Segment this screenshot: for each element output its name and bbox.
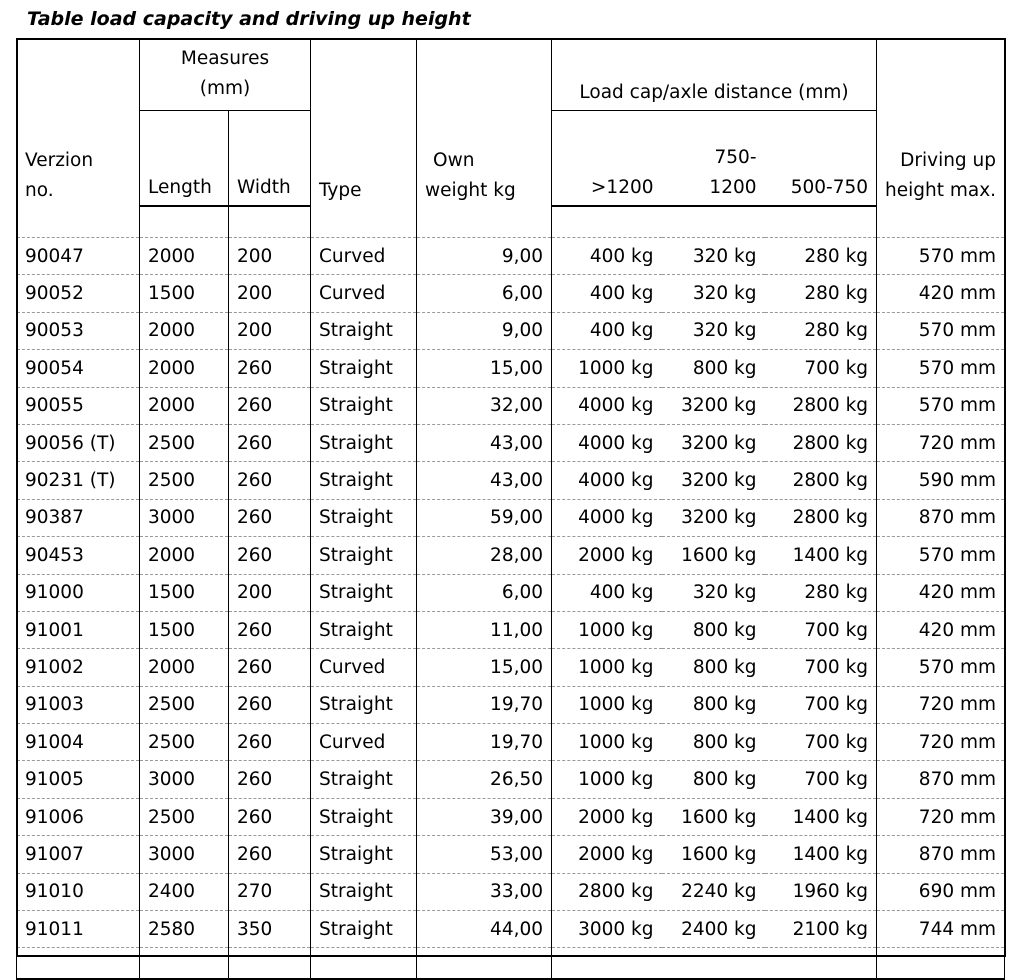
cell-load-over-1200: 4000 kg (552, 424, 662, 461)
cell-width: 350 (229, 911, 311, 948)
cell-length: 3000 (140, 836, 229, 873)
cell-length: 2000 (140, 238, 229, 275)
cell-version: 91011 (17, 911, 140, 948)
cell-length: 2500 (140, 798, 229, 835)
cell-version: 91005 (17, 761, 140, 798)
cell-load-over-1200: 2000 kg (552, 836, 662, 873)
cell-length: 1500 (140, 275, 229, 312)
cell-type: Curved (311, 275, 417, 312)
table-row (17, 238, 1005, 275)
cell-driving-height: 870 mm (877, 499, 1005, 536)
cell-load-750-1200: 320 kg (662, 275, 765, 312)
cell-load-750-1200: 320 kg (662, 574, 765, 611)
cell-load-over-1200: 4000 kg (552, 462, 662, 499)
header-driving-line2: height max. (885, 180, 997, 201)
table-row (17, 387, 1005, 424)
cell-width: 200 (229, 312, 311, 349)
cell-version: 91007 (17, 836, 140, 873)
cell-load-over-1200: 400 kg (552, 574, 662, 611)
cell-weight: 28,00 (417, 537, 552, 574)
cell-driving-height: 720 mm (877, 424, 1005, 461)
cell-length: 2000 (140, 649, 229, 686)
header-measures-line2: (mm) (199, 78, 251, 99)
cell-driving-height: 420 mm (877, 574, 1005, 611)
cell-driving-height: 720 mm (877, 798, 1005, 835)
cell-width: 200 (229, 238, 311, 275)
cell-weight: 39,00 (417, 798, 552, 835)
cell-weight: 15,00 (417, 350, 552, 387)
cell-type: Straight (311, 611, 417, 648)
cell-weight: 9,00 (417, 238, 552, 275)
cell-type: Curved (311, 724, 417, 761)
cell-weight: 6,00 (417, 574, 552, 611)
cell-load-750-1200: 800 kg (662, 649, 765, 686)
cell-width: 260 (229, 686, 311, 723)
table-row (17, 424, 1005, 461)
cell-type: Straight (311, 499, 417, 536)
cell-type: Straight (311, 761, 417, 798)
cell-type: Straight (311, 574, 417, 611)
cell-load-500-750: 1960 kg (765, 873, 877, 910)
cell-load-over-1200: 1000 kg (552, 611, 662, 648)
cell-width: 260 (229, 350, 311, 387)
header-load-750-line2: 1200 (709, 177, 757, 198)
cell-load-over-1200: 2800 kg (552, 873, 662, 910)
header-length: Length (140, 111, 229, 207)
table-body (17, 238, 1005, 948)
cell-load-750-1200: 1600 kg (662, 798, 765, 835)
cell-driving-height: 570 mm (877, 537, 1005, 574)
cell-load-750-1200: 320 kg (662, 312, 765, 349)
cell-version: 90231 (T) (17, 462, 140, 499)
cell-driving-height: 420 mm (877, 611, 1005, 648)
cell-load-over-1200: 1000 kg (552, 724, 662, 761)
cell-type: Straight (311, 424, 417, 461)
cell-version: 90453 (17, 537, 140, 574)
cell-length: 2000 (140, 312, 229, 349)
cell-load-500-750: 700 kg (765, 761, 877, 798)
cell-length: 2500 (140, 724, 229, 761)
header-driving-line1: Driving up (900, 150, 997, 171)
header-row-1 (17, 38, 1005, 111)
cell-driving-height: 570 mm (877, 649, 1005, 686)
cell-driving-height: 690 mm (877, 873, 1005, 910)
cell-load-750-1200: 3200 kg (662, 387, 765, 424)
cell-version: 91003 (17, 686, 140, 723)
cell-weight: 26,50 (417, 761, 552, 798)
cell-load-over-1200: 1000 kg (552, 686, 662, 723)
cell-width: 260 (229, 424, 311, 461)
table-title: Table load capacity and driving up height (27, 8, 471, 30)
table-row (17, 686, 1005, 723)
cell-width: 260 (229, 649, 311, 686)
cell-type: Curved (311, 649, 417, 686)
table-row (17, 312, 1005, 349)
cell-length: 2000 (140, 537, 229, 574)
cell-load-500-750: 280 kg (765, 312, 877, 349)
cell-type: Straight (311, 911, 417, 948)
cell-weight: 43,00 (417, 424, 552, 461)
cell-width: 260 (229, 387, 311, 424)
cell-length: 2500 (140, 424, 229, 461)
header-measures-group (140, 38, 311, 111)
cell-length: 3000 (140, 761, 229, 798)
cell-version: 90054 (17, 350, 140, 387)
spacer-row-top (17, 206, 1005, 238)
cell-load-over-1200: 2000 kg (552, 798, 662, 835)
cell-load-500-750: 2800 kg (765, 499, 877, 536)
cell-width: 200 (229, 574, 311, 611)
cell-driving-height: 870 mm (877, 836, 1005, 873)
cell-load-over-1200: 4000 kg (552, 499, 662, 536)
table-row (17, 574, 1005, 611)
cell-length: 2500 (140, 686, 229, 723)
header-weight (417, 38, 552, 206)
cell-load-over-1200: 2000 kg (552, 537, 662, 574)
cell-width: 260 (229, 836, 311, 873)
cell-load-over-1200: 1000 kg (552, 350, 662, 387)
cell-load-500-750: 280 kg (765, 275, 877, 312)
cell-weight: 9,00 (417, 312, 552, 349)
cell-width: 260 (229, 724, 311, 761)
cell-weight: 32,00 (417, 387, 552, 424)
cell-version: 91006 (17, 798, 140, 835)
cell-type: Straight (311, 537, 417, 574)
header-load-group: Load cap/axle distance (mm) (552, 38, 877, 111)
cell-driving-height: 420 mm (877, 275, 1005, 312)
cell-load-750-1200: 800 kg (662, 350, 765, 387)
header-version-line1: Verzion (25, 150, 94, 171)
cell-weight: 15,00 (417, 649, 552, 686)
cell-weight: 43,00 (417, 462, 552, 499)
cell-weight: 11,00 (417, 611, 552, 648)
cell-type: Straight (311, 873, 417, 910)
cell-driving-height: 720 mm (877, 686, 1005, 723)
cell-version: 91002 (17, 649, 140, 686)
cell-weight: 44,00 (417, 911, 552, 948)
header-weight-line1: Own (433, 150, 475, 171)
cell-load-500-750: 2800 kg (765, 424, 877, 461)
cell-load-750-1200: 3200 kg (662, 424, 765, 461)
cell-load-750-1200: 320 kg (662, 238, 765, 275)
cell-version: 91001 (17, 611, 140, 648)
cell-width: 260 (229, 798, 311, 835)
cell-load-500-750: 1400 kg (765, 836, 877, 873)
table-row (17, 761, 1005, 798)
table-row (17, 873, 1005, 910)
cell-load-750-1200: 2400 kg (662, 911, 765, 948)
cell-type: Straight (311, 686, 417, 723)
header-measures-line1: Measures (180, 48, 270, 69)
header-driving (877, 38, 1005, 206)
cell-width: 260 (229, 611, 311, 648)
cell-version: 90055 (17, 387, 140, 424)
table-row (17, 724, 1005, 761)
table-row (17, 798, 1005, 835)
table-row (17, 836, 1005, 873)
cell-length: 2400 (140, 873, 229, 910)
cell-load-500-750: 280 kg (765, 238, 877, 275)
cell-driving-height: 744 mm (877, 911, 1005, 948)
cell-driving-height: 590 mm (877, 462, 1005, 499)
cell-width: 270 (229, 873, 311, 910)
header-version-line2: no. (25, 180, 54, 201)
cell-load-500-750: 280 kg (765, 574, 877, 611)
cell-weight: 6,00 (417, 275, 552, 312)
cell-load-over-1200: 400 kg (552, 312, 662, 349)
cell-load-500-750: 2100 kg (765, 911, 877, 948)
cell-length: 1500 (140, 574, 229, 611)
header-width: Width (229, 111, 311, 207)
cell-load-500-750: 700 kg (765, 350, 877, 387)
header-load-750-line1: 750- (714, 147, 757, 168)
cell-type: Straight (311, 387, 417, 424)
cell-weight: 19,70 (417, 724, 552, 761)
cell-load-500-750: 2800 kg (765, 387, 877, 424)
header-weight-line2: weight kg (425, 180, 516, 201)
header-load-500-750: 500-750 (765, 111, 877, 207)
cell-load-over-1200: 3000 kg (552, 911, 662, 948)
cell-length: 1500 (140, 611, 229, 648)
cell-length: 2580 (140, 911, 229, 948)
cell-load-750-1200: 3200 kg (662, 499, 765, 536)
cell-type: Straight (311, 798, 417, 835)
cell-load-750-1200: 800 kg (662, 724, 765, 761)
header-load-over-1200: >1200 (552, 111, 662, 207)
cell-load-over-1200: 400 kg (552, 238, 662, 275)
cell-version: 90052 (17, 275, 140, 312)
cell-weight: 33,00 (417, 873, 552, 910)
cell-load-750-1200: 1600 kg (662, 836, 765, 873)
cell-width: 260 (229, 761, 311, 798)
table-row (17, 275, 1005, 312)
cell-load-over-1200: 1000 kg (552, 761, 662, 798)
cell-type: Straight (311, 350, 417, 387)
cell-driving-height: 570 mm (877, 350, 1005, 387)
cell-load-500-750: 2800 kg (765, 462, 877, 499)
cell-weight: 59,00 (417, 499, 552, 536)
cell-type: Straight (311, 836, 417, 873)
cell-load-750-1200: 800 kg (662, 611, 765, 648)
header-load-750-1200 (662, 111, 765, 207)
cell-driving-height: 570 mm (877, 312, 1005, 349)
cell-version: 91004 (17, 724, 140, 761)
cell-weight: 53,00 (417, 836, 552, 873)
load-capacity-table (16, 38, 1005, 980)
cell-length: 2000 (140, 387, 229, 424)
table-row (17, 462, 1005, 499)
table-row (17, 499, 1005, 536)
cell-type: Straight (311, 312, 417, 349)
header-type: Type (311, 38, 417, 206)
cell-load-over-1200: 4000 kg (552, 387, 662, 424)
cell-width: 260 (229, 462, 311, 499)
cell-load-over-1200: 1000 kg (552, 649, 662, 686)
cell-load-750-1200: 800 kg (662, 686, 765, 723)
cell-driving-height: 570 mm (877, 238, 1005, 275)
cell-driving-height: 720 mm (877, 724, 1005, 761)
cell-length: 3000 (140, 499, 229, 536)
cell-load-500-750: 700 kg (765, 611, 877, 648)
cell-driving-height: 870 mm (877, 761, 1005, 798)
cell-load-500-750: 1400 kg (765, 798, 877, 835)
cell-load-750-1200: 2240 kg (662, 873, 765, 910)
table-row (17, 611, 1005, 648)
cell-version: 90387 (17, 499, 140, 536)
cell-version: 90053 (17, 312, 140, 349)
cell-type: Straight (311, 462, 417, 499)
cell-width: 260 (229, 537, 311, 574)
cell-version: 90056 (T) (17, 424, 140, 461)
cell-length: 2000 (140, 350, 229, 387)
cell-load-over-1200: 400 kg (552, 275, 662, 312)
cell-load-500-750: 700 kg (765, 686, 877, 723)
cell-length: 2500 (140, 462, 229, 499)
cell-load-500-750: 1400 kg (765, 537, 877, 574)
cell-driving-height: 570 mm (877, 387, 1005, 424)
cell-version: 90047 (17, 238, 140, 275)
cell-load-750-1200: 800 kg (662, 761, 765, 798)
cell-width: 200 (229, 275, 311, 312)
table-row (17, 537, 1005, 574)
cell-load-750-1200: 1600 kg (662, 537, 765, 574)
cell-load-500-750: 700 kg (765, 724, 877, 761)
table-row (17, 350, 1005, 387)
cell-load-500-750: 700 kg (765, 649, 877, 686)
table-row (17, 649, 1005, 686)
cell-version: 91000 (17, 574, 140, 611)
cell-type: Curved (311, 238, 417, 275)
header-version (17, 38, 140, 206)
cell-width: 260 (229, 499, 311, 536)
cell-version: 91010 (17, 873, 140, 910)
spacer-row-bottom (17, 948, 1005, 980)
cell-load-750-1200: 3200 kg (662, 462, 765, 499)
table-row (17, 911, 1005, 948)
cell-weight: 19,70 (417, 686, 552, 723)
